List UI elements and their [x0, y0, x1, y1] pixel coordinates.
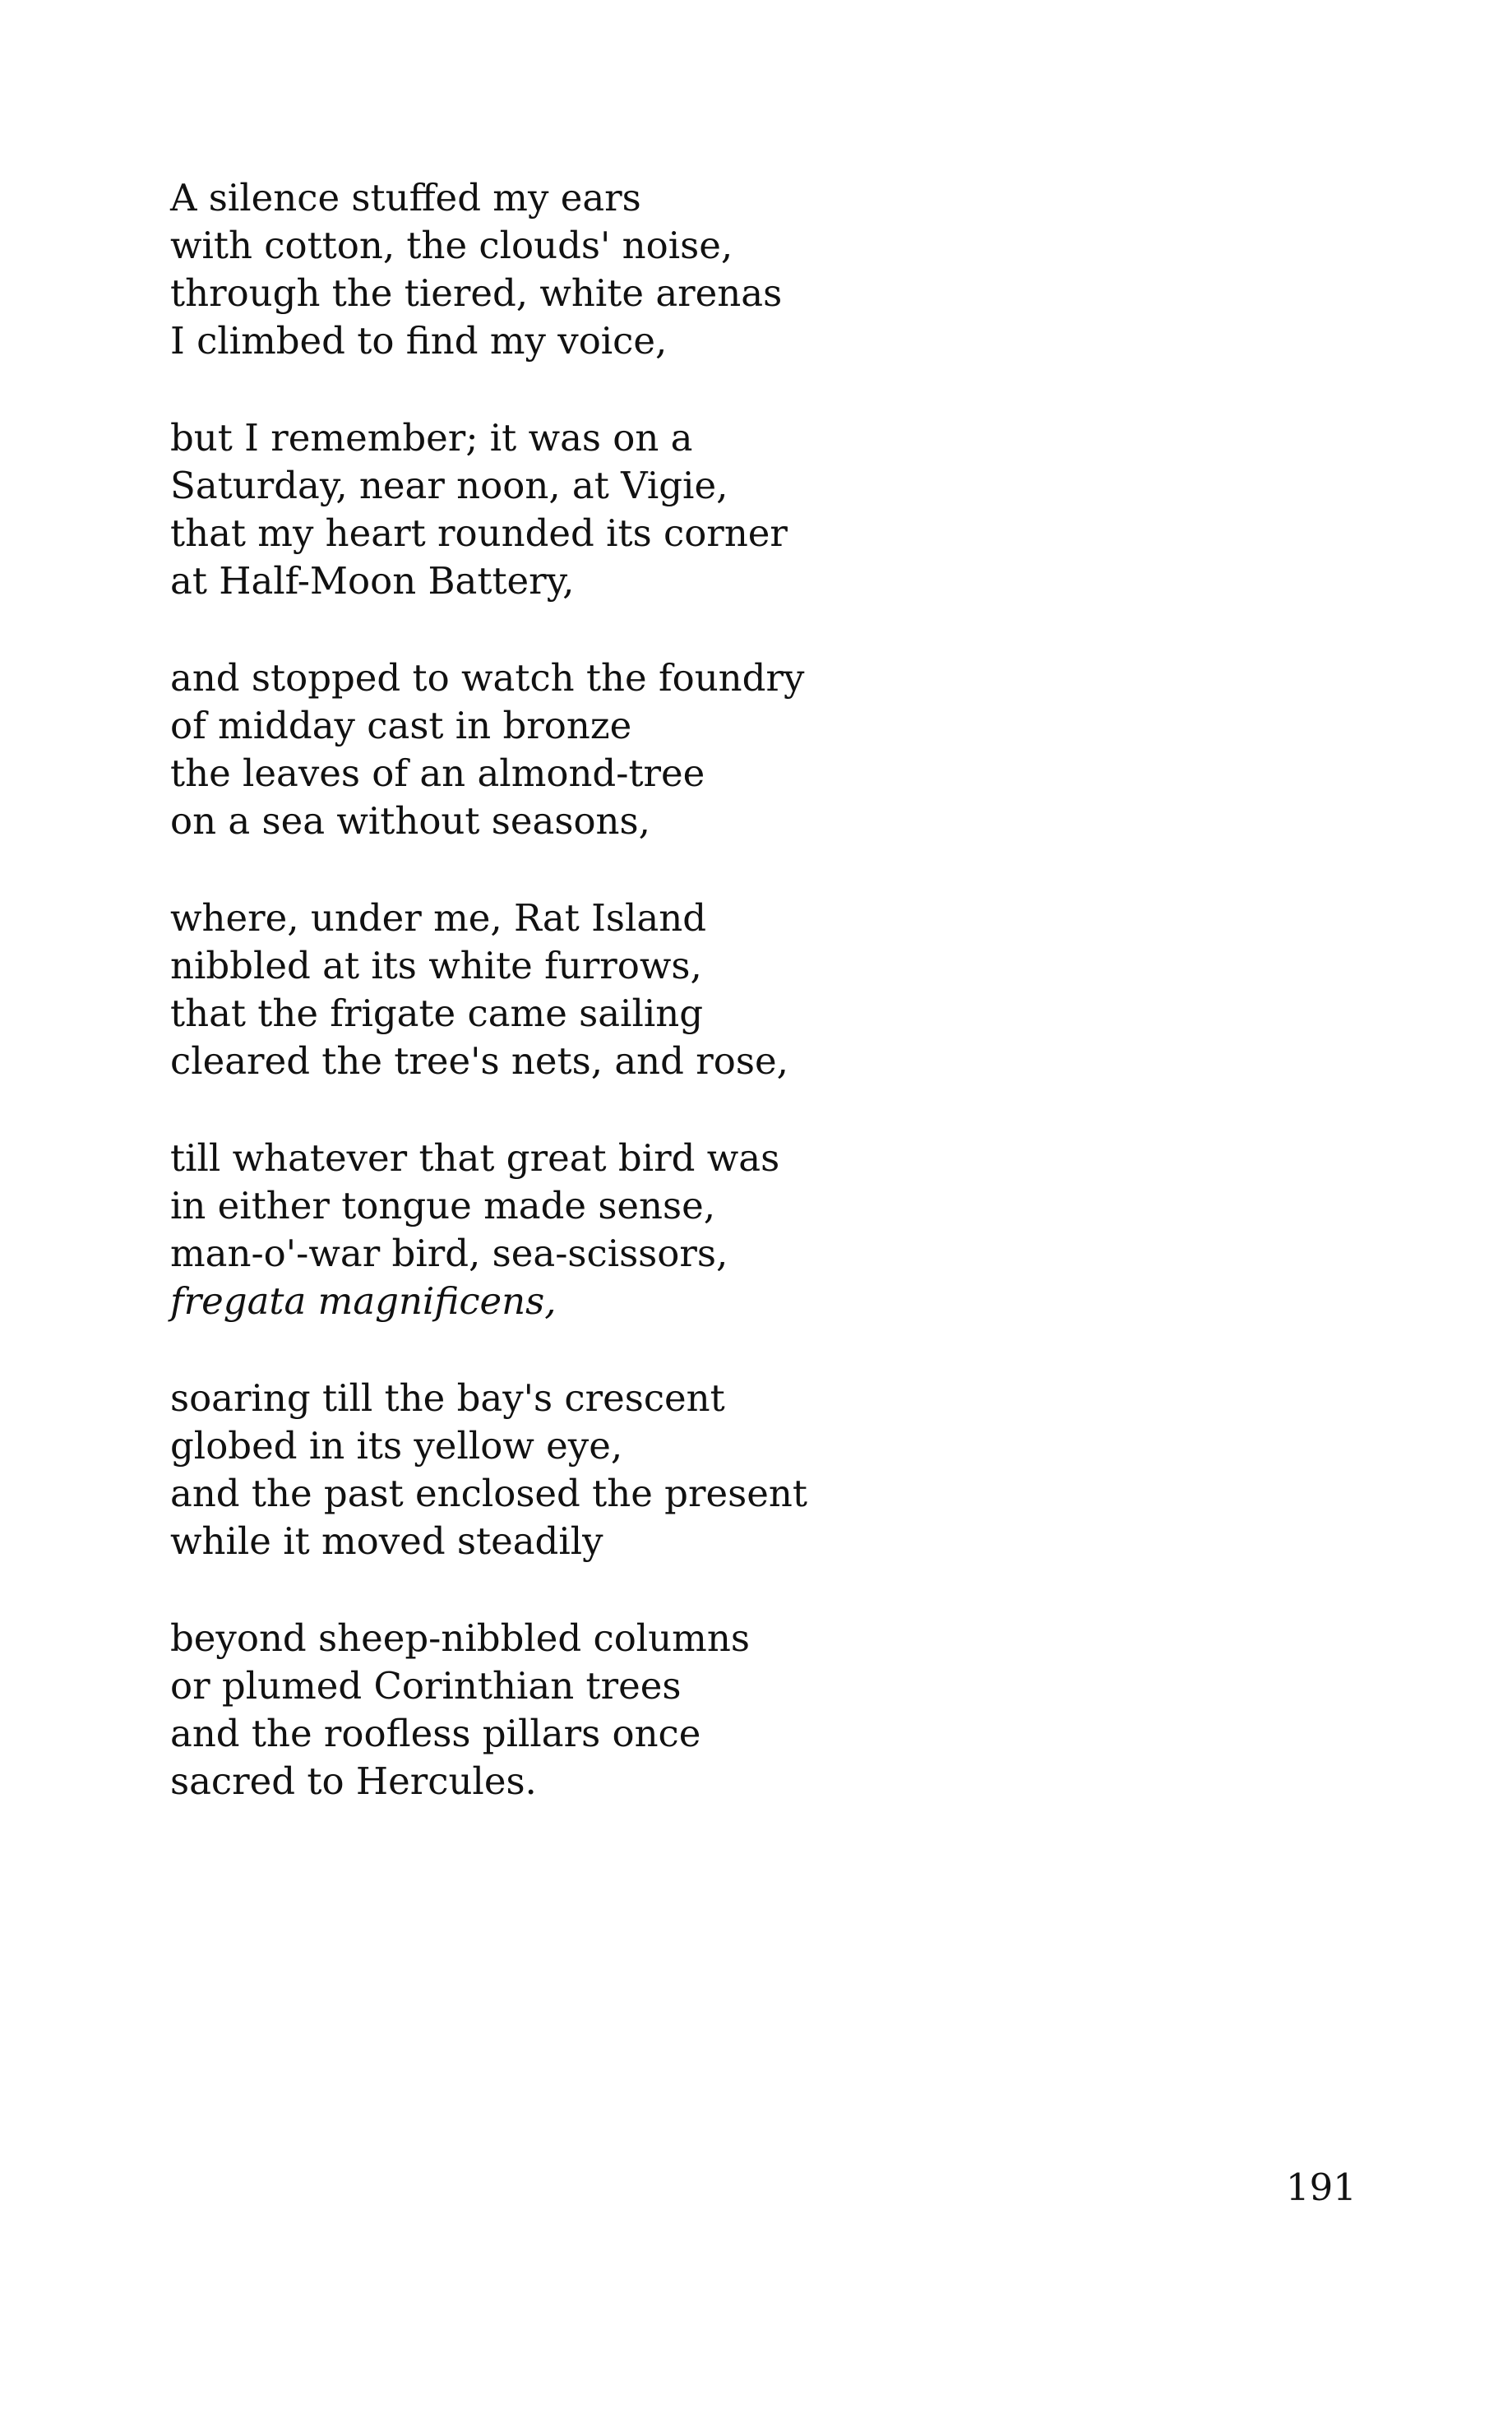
stanza: [170, 1375, 1157, 1565]
poem-line-italic: fregata magnificens,: [170, 1279, 557, 1323]
stanza: [170, 1135, 1157, 1325]
poem-body: [170, 174, 1157, 1855]
poem-line: in either tongue made sense,: [170, 1184, 716, 1227]
poem-line: while it moved steadily: [170, 1519, 603, 1563]
poem-line: of midday cast in bronze: [170, 704, 632, 747]
stanza: [170, 1615, 1157, 1805]
poem-line: I climbed to find my voice,: [170, 319, 668, 363]
stanza: [170, 414, 1157, 605]
poem-line: the leaves of an almond-tree: [170, 751, 705, 795]
poem-line: at Half-Moon Battery,: [170, 559, 575, 603]
stanza: [170, 174, 1157, 365]
page-number: 191: [1286, 2166, 1357, 2209]
poem-line: and the roofless pillars once: [170, 1712, 701, 1755]
poem-line: but I remember; it was on a: [170, 416, 693, 460]
poem-line: or plumed Corinthian trees: [170, 1664, 682, 1708]
stanza: [170, 654, 1157, 845]
poem-line: soaring till the bay's crescent: [170, 1376, 725, 1420]
poem-line: A silence stuffed my ears: [170, 176, 641, 220]
poem-line: cleared the tree's nets, and rose,: [170, 1039, 788, 1083]
poem-line: that my heart rounded its corner: [170, 511, 788, 555]
poem-line: through the tiered, white arenas: [170, 271, 783, 315]
poem-line: globed in its yellow eye,: [170, 1424, 623, 1468]
poem-line: nibbled at its white furrows,: [170, 944, 702, 987]
poem-line: that the frigate came sailing: [170, 992, 704, 1035]
poem-line: sacred to Hercules.: [170, 1759, 537, 1803]
poem-line: where, under me, Rat Island: [170, 896, 707, 940]
poem-line: with cotton, the clouds' noise,: [170, 224, 733, 267]
poem-line: man-o'-war bird, sea-scissors,: [170, 1232, 728, 1275]
poem-line: Saturday, near noon, at Vigie,: [170, 464, 728, 507]
poem-line: beyond sheep-nibbled columns: [170, 1616, 750, 1660]
stanza: [170, 894, 1157, 1085]
poem-line: and stopped to watch the foundry: [170, 656, 805, 700]
poem-line: on a sea without seasons,: [170, 799, 650, 843]
poem-line: and the past enclosed the present: [170, 1472, 807, 1515]
poem-line: till whatever that great bird was: [170, 1136, 780, 1180]
